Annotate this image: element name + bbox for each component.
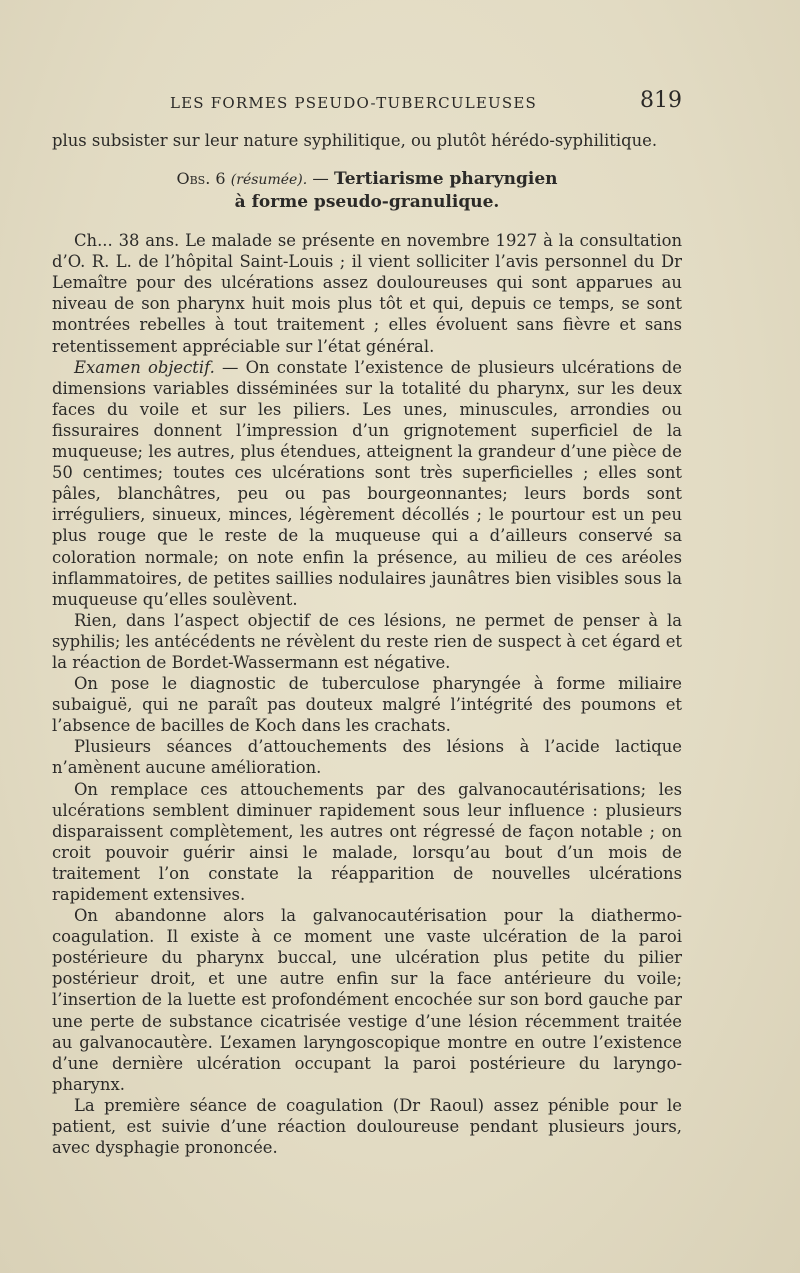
running-title: LES FORMES PSEUDO-TUBERCULEUSES	[170, 94, 537, 112]
observation-label: Obs. 6	[176, 169, 226, 189]
paragraph-coagulation: La première séance de coagulation (Dr Raoul) assez pénible pour le patient, est suivie d’une réaction douloureuse pendant plusieurs jours, avec dysphagie prononcée.	[52, 1095, 682, 1158]
paragraph-diagnostic: On pose le diagnostic de tuberculose pharyngée à forme miliaire subaiguë, qui ne paraît pas douteux malgré l’intégrité des poumons et l’absence de bacilles de Koch dans les crachats.	[52, 674, 682, 736]
paragraph-galvanocauterisations: On remplace ces attouchements par des galvanocautérisations; les ulcérations semblent diminuer rapidement sous leur influence : plusieurs disparaissent complètement, les autres ont régressé de façon notable ; on croit pouvoir guérir ainsi le malade, lorsqu’au bout d’un mois de traitement l’on constate la réapparition de nouvelles ulcérations rapidement extensives.	[52, 779, 682, 904]
page-header	[170, 88, 682, 118]
observation-heading	[52, 168, 682, 213]
observation-qualifier: (résumée).	[230, 172, 308, 189]
observation-title-line2: à forme pseudo-granulique.	[234, 192, 500, 213]
observation-title-line1: Tertiarisme pharyngien	[334, 169, 558, 190]
paragraph-attouchements: Plusieurs séances d’attouchements des lésions à l’acide lactique n’amènent aucune amélioration.	[52, 737, 682, 778]
paragraph-diathermo: On abandonne alors la galvanocautérisation pour la diathermo-coagulation. Il existe à ce moment une vaste ulcération de la paroi postérieure du pharynx buccal, une ulcération plus petite du pilier postérieur droit, et une autre enfin sur la face antérieure du voile; l’insertion de la luette est profondément encochée sur son bord gauche par une perte de substance cicatrisée vestige d’une lésion récemment traitée au galvanocautère. L’examen laryngoscopique montre en outre l’existence d’une dernière ulcération occupant la paroi postérieure du laryngo-pharynx.	[52, 906, 682, 1094]
examen-text: — On constate l’existence de plusieurs ulcérations de dimensions variables disséminées sur la totalité du pharynx, sur les deux faces du voile et sur les piliers. Les unes, minuscules, arrondies ou fissuraires donnent l’impression d’un grignotement superficiel de la muqueuse; les autres, plus étendues, atteignent la grandeur d’une pièce de 50 centimes; toutes ces ulcérations sont très superficielles ; elles sont pâles, blanchâtres, peu ou pas bourgeonnantes; leurs bords sont irréguliers, sinueux, minces, légèrement décollés ; le pourtour est un peu plus rouge que le reste de la muqueuse qui a d’ailleurs conservé sa coloration normale; on note enfin la présence, au milieu de ces aréoles inflammatoires, de petites saillies nodulaires jaunâtres bien visibles sous la muqueuse qu’elles soulèvent.	[52, 357, 682, 609]
paragraph-presentation: Ch... 38 ans. Le malade se présente en novembre 1927 à la consultation d’O. R. L. de l’hôpital Saint-Louis ; il vient solliciter l’avis personnel du Dr Lemaître pour des ulcérations assez douloureuses qui sont apparues au niveau de son pharynx huit mois plus tôt et qui, depuis ce temps, se sont montrées rebelles à tout traitement ; elles évoluent sans fièvre et sans retentissement appréciable sur l’état général.	[52, 231, 682, 356]
heading-dash: —	[307, 169, 335, 189]
paragraph-syphilis: Rien, dans l’aspect objectif de ces lésions, ne permet de penser à la syphilis; les antécédents ne révèlent du reste rien de suspect à cet égard et la réaction de Bordet-Wassermann est négative.	[52, 610, 682, 672]
paragraph-examen	[52, 357, 682, 610]
intro-paragraph: plus subsister sur leur nature syphilitique, ou plutôt hérédo-syphilitique.	[52, 131, 658, 150]
page-number: 819	[640, 88, 682, 113]
body-text	[52, 130, 682, 1158]
examen-lead: Examen objectif.	[74, 357, 215, 377]
